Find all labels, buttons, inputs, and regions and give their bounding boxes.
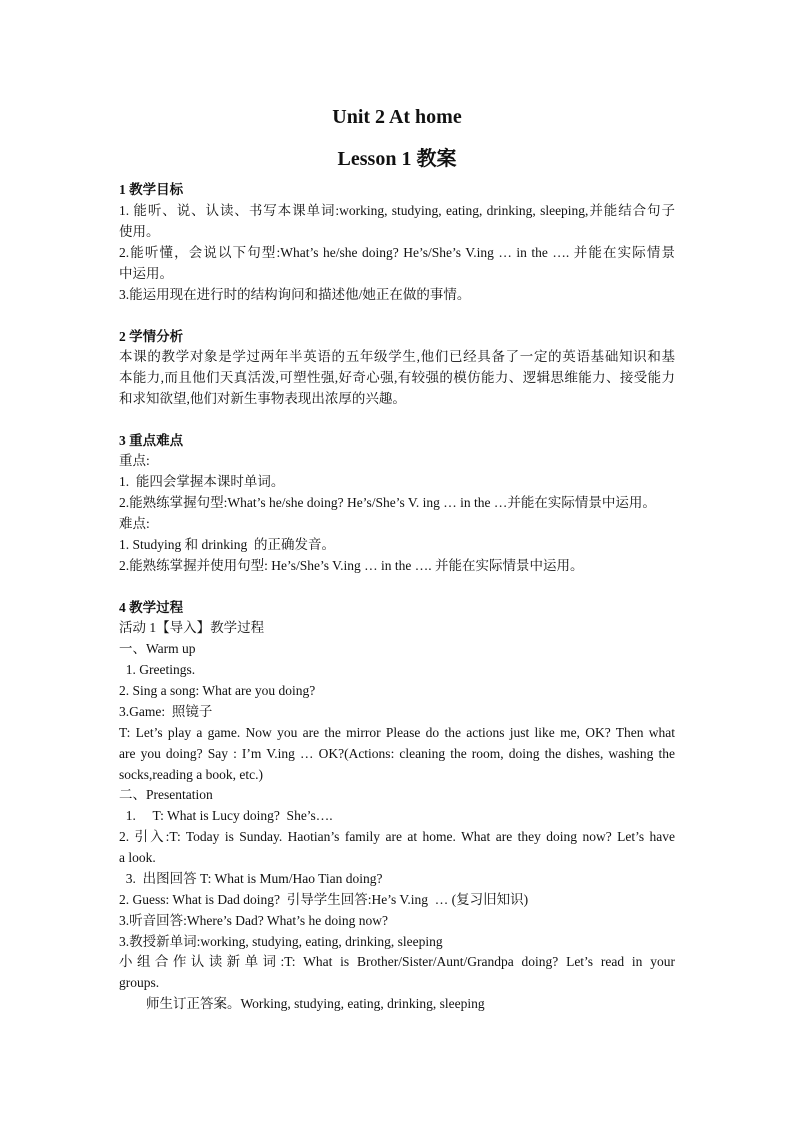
text-line: T: Let’s play a game. Now you are the mirror Please do the actions just like me, OK? Then what [119,725,675,740]
text-line: 1. T: What is Lucy doing? She’s…. [119,808,333,823]
text-line: 本课的教学对象是学过两年半英语的五年级学生,他们已经具备了一定的英语基础知识和基 [119,349,675,364]
text-line: 二、Presentation [119,787,213,802]
text-line: 2. Sing a song: What are you doing? [119,683,316,698]
section-heading: 2 学情分析 [119,329,184,344]
text-line: 3.教授新单词:working, studying, eating, drinking, sleeping [119,934,443,949]
text-line: 小组合作认读新单词:T: What is Brother/Sister/Aunt/Grandpa doing? Let’s read in your [119,954,675,969]
text-line: 3.能运用现在进行时的结构询问和描述他/她正在做的事情。 [119,287,471,302]
text-line: 1. Studying 和 drinking 的正确发音。 [119,537,336,552]
text-line: 3.Game: 照镜子 [119,704,213,719]
text-line: 活动 1【导入】教学过程 [119,620,265,635]
text-line: 2.能熟练掌握并使用句型: He’s/She’s V.ing … in the …. 并能在实际情景中运用。 [119,558,584,573]
text-line: 一、Warm up [119,641,196,656]
text-line: 2. 引入:T: Today is Sunday. Haotian’s family are at home. What are they doing now? Let’s have [119,829,675,844]
document-subtitle: Lesson 1 教案 [337,148,457,170]
text-line: 1. 能听、说、认读、书写本课单词:working, studying, eating, drinking, sleeping,并能结合句子 [119,203,675,218]
text-line: socks,reading a book, etc.) [119,767,263,782]
text-line: 2.能熟练掌握句型:What’s he/she doing? He’s/She’s V. ing … in the …并能在实际情景中运用。 [119,495,656,510]
text-line: 2.能听懂，会说以下句型:What’s he/she doing? He’s/She’s V.ing … in the …. 并能在实际情景 [119,245,675,260]
text-line: 3.听音回答:Where’s Dad? What’s he doing now? [119,913,388,928]
text-line: 中运用。 [119,266,173,281]
text-line: 师生订正答案。Working, studying, eating, drinking, sleeping [119,996,485,1011]
text-line: are you doing? Say : I’m V.ing … OK?(Actions: cleaning the room, doing the dishes, washing the [119,746,675,761]
text-line: 重点: [119,453,150,468]
section-heading: 1 教学目标 [119,182,184,197]
text-line: 2. Guess: What is Dad doing? 引导学生回答:He’s V.ing … (复习旧知识) [119,892,529,907]
text-line: 1. Greetings. [119,662,196,677]
document-title: Unit 2 At home [332,106,462,128]
section-heading: 3 重点难点 [119,433,184,448]
text-line: 1. 能四会掌握本课时单词。 [119,474,285,489]
text-line: 本能力,而且他们天真活泼,可塑性强,好奇心强,有较强的模仿能力、逻辑思维能力、接受能力 [119,370,675,385]
section-heading: 4 教学过程 [119,600,184,615]
text-line: 3. 出图回答 T: What is Mum/Hao Tian doing? [119,871,383,886]
text-line: 难点: [119,516,150,531]
text-line: a look. [119,850,156,865]
text-line: 使用。 [119,224,160,239]
text-line: groups. [119,975,160,990]
text-line: 和求知欲望,他们对新生事物表现出浓厚的兴趣。 [119,391,406,406]
